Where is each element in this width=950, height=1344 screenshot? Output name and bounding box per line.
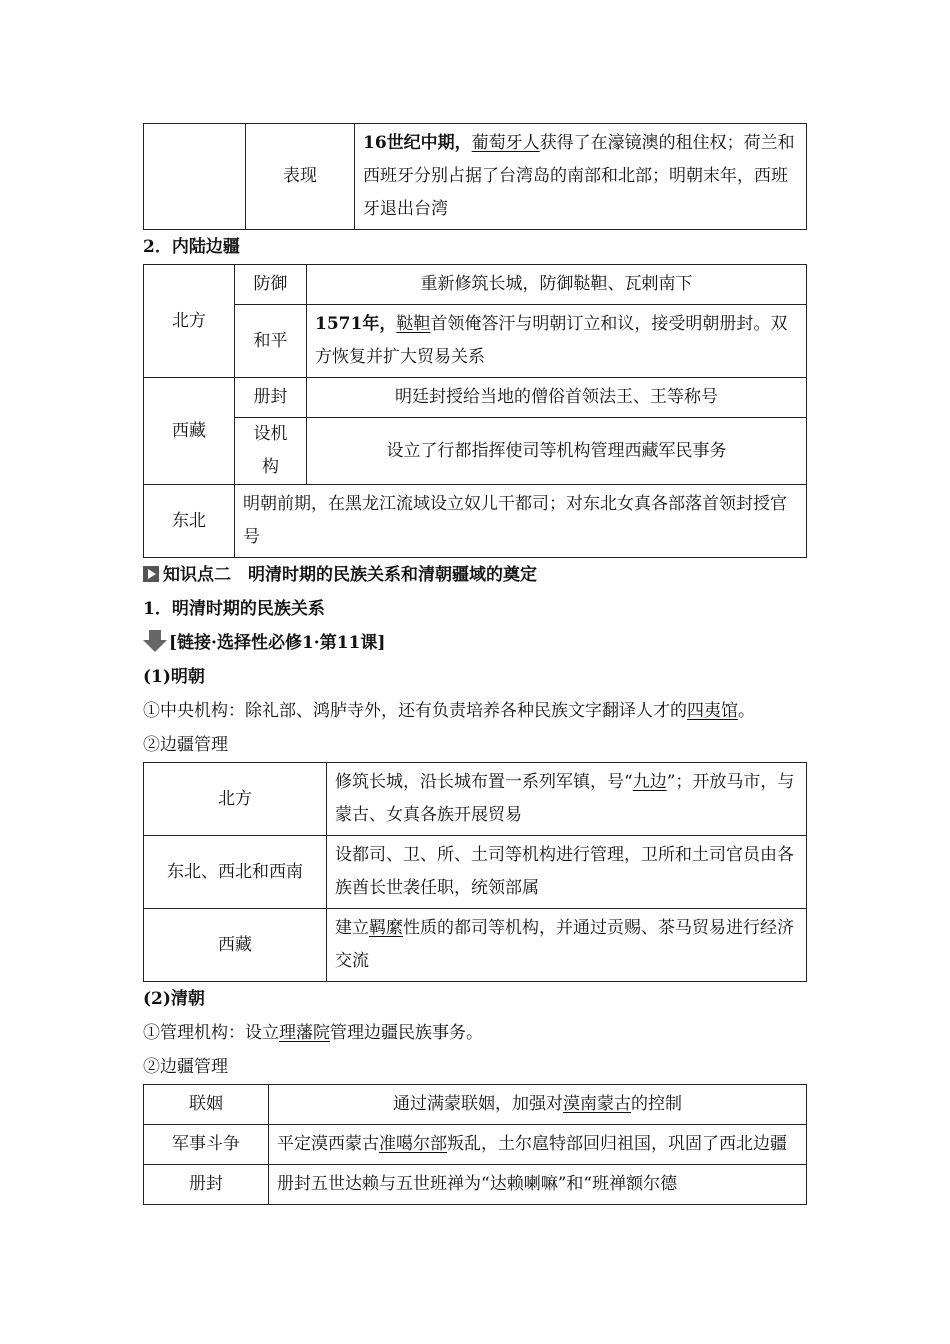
ming-frontier-table (143, 762, 807, 982)
region-cell: 西藏 (144, 378, 235, 485)
row-content: 建立羁縻性质的都司等机构，并通过贡赐、茶马贸易进行经济交流 (327, 909, 807, 982)
row-label: 设机构 (235, 418, 307, 485)
row-label: 军事斗争 (144, 1125, 269, 1165)
row-label: 北方 (144, 763, 327, 836)
underlined-term: 漠南蒙古 (563, 1094, 631, 1114)
section-heading: 1．明清时期的民族关系 (143, 599, 325, 619)
table-row (144, 1085, 807, 1125)
row-content: 通过满蒙联姻，加强对漠南蒙古的控制 (269, 1085, 807, 1125)
row-label: 册封 (235, 378, 307, 418)
maritime-table (143, 123, 807, 230)
table-row (144, 418, 807, 485)
table-row (144, 1165, 807, 1205)
table-row (144, 124, 807, 230)
inland-frontier-table (143, 264, 807, 558)
row-content: 修筑长城，沿长城布置一系列军镇，号“九边”；开放马市，与蒙古、女真各族开展贸易 (327, 763, 807, 836)
row-content: 设立了行都指挥使司等机构管理西藏军民事务 (307, 418, 807, 485)
row-label: 联姻 (144, 1085, 269, 1125)
underlined-term: 葡萄牙人 (471, 133, 540, 153)
qing-frontier-table (143, 1084, 807, 1205)
section-heading: 2．内陆边疆 (143, 237, 240, 257)
row-content: 明廷封授给当地的僧俗首领法王、王等称号 (307, 378, 807, 418)
empty-cell (144, 124, 246, 230)
knowledge-point-title: 知识点二 明清时期的民族关系和清朝疆域的奠定 (143, 558, 807, 592)
underlined-term: 准噶尔部 (379, 1134, 447, 1154)
row-content: 1571年，鞑靼首领俺答汗与明朝订立和议，接受明朝册封。双方恢复并扩大贸易关系 (307, 305, 807, 378)
row-content: 重新修筑长城，防御鞑靼、瓦剌南下 (307, 265, 807, 305)
row-content: 明朝前期，在黑龙江流域设立奴儿干都司；对东北女真各部落首领封授官号 (235, 485, 807, 558)
underlined-term: 四夷馆 (687, 701, 738, 721)
row-label: 防御 (235, 265, 307, 305)
region-cell: 东北 (144, 485, 235, 558)
row-content: 设都司、卫、所、土司等机构进行管理，卫所和土司官员由各族酋长世袭任职，统领部属 (327, 836, 807, 909)
row-label: 表现 (246, 124, 355, 230)
ming-title: (1)明朝 (143, 667, 205, 687)
underlined-term: 九边 (632, 772, 667, 792)
table-row (144, 305, 807, 378)
row-label: 和平 (235, 305, 307, 378)
qing-title: (2)清朝 (143, 989, 205, 1009)
table-row (144, 378, 807, 418)
table-row (144, 1125, 807, 1165)
paragraph: ①管理机构：设立理藩院管理边疆民族事务。 (143, 1023, 483, 1043)
underlined-term: 鞑靼 (396, 314, 431, 334)
row-label: 东北、西北和西南 (144, 836, 327, 909)
table-row (144, 265, 807, 305)
page-content (143, 123, 807, 1205)
table-row (144, 909, 807, 982)
paragraph: ②边疆管理 (143, 735, 228, 755)
paragraph: ②边疆管理 (143, 1057, 228, 1077)
region-cell: 北方 (144, 265, 235, 378)
underlined-term: 羁縻 (369, 918, 403, 938)
table-row (144, 763, 807, 836)
table-row (144, 485, 807, 558)
down-arrow-icon (143, 630, 167, 652)
table-row (144, 836, 807, 909)
row-label: 册封 (144, 1165, 269, 1205)
underlined-term: 理藩院 (279, 1023, 330, 1043)
play-icon (143, 566, 159, 582)
link-heading: [链接·选择性必修1·第11课] (143, 626, 807, 660)
row-content: 平定漠西蒙古准噶尔部叛乱，土尔扈特部回归祖国，巩固了西北边疆 (269, 1125, 807, 1165)
row-content: 册封五世达赖与五世班禅为“达赖喇嘛”和“班禅额尔德 (269, 1165, 807, 1205)
row-content: 16世纪中期，葡萄牙人获得了在濠镜澳的租住权；荷兰和西班牙分别占据了台湾岛的南部和北部；明朝末年，西班牙退出台湾 (355, 124, 807, 230)
paragraph: ①中央机构：除礼部、鸿胪寺外，还有负责培养各种民族文字翻译人才的四夷馆。 (143, 701, 755, 721)
row-label: 西藏 (144, 909, 327, 982)
